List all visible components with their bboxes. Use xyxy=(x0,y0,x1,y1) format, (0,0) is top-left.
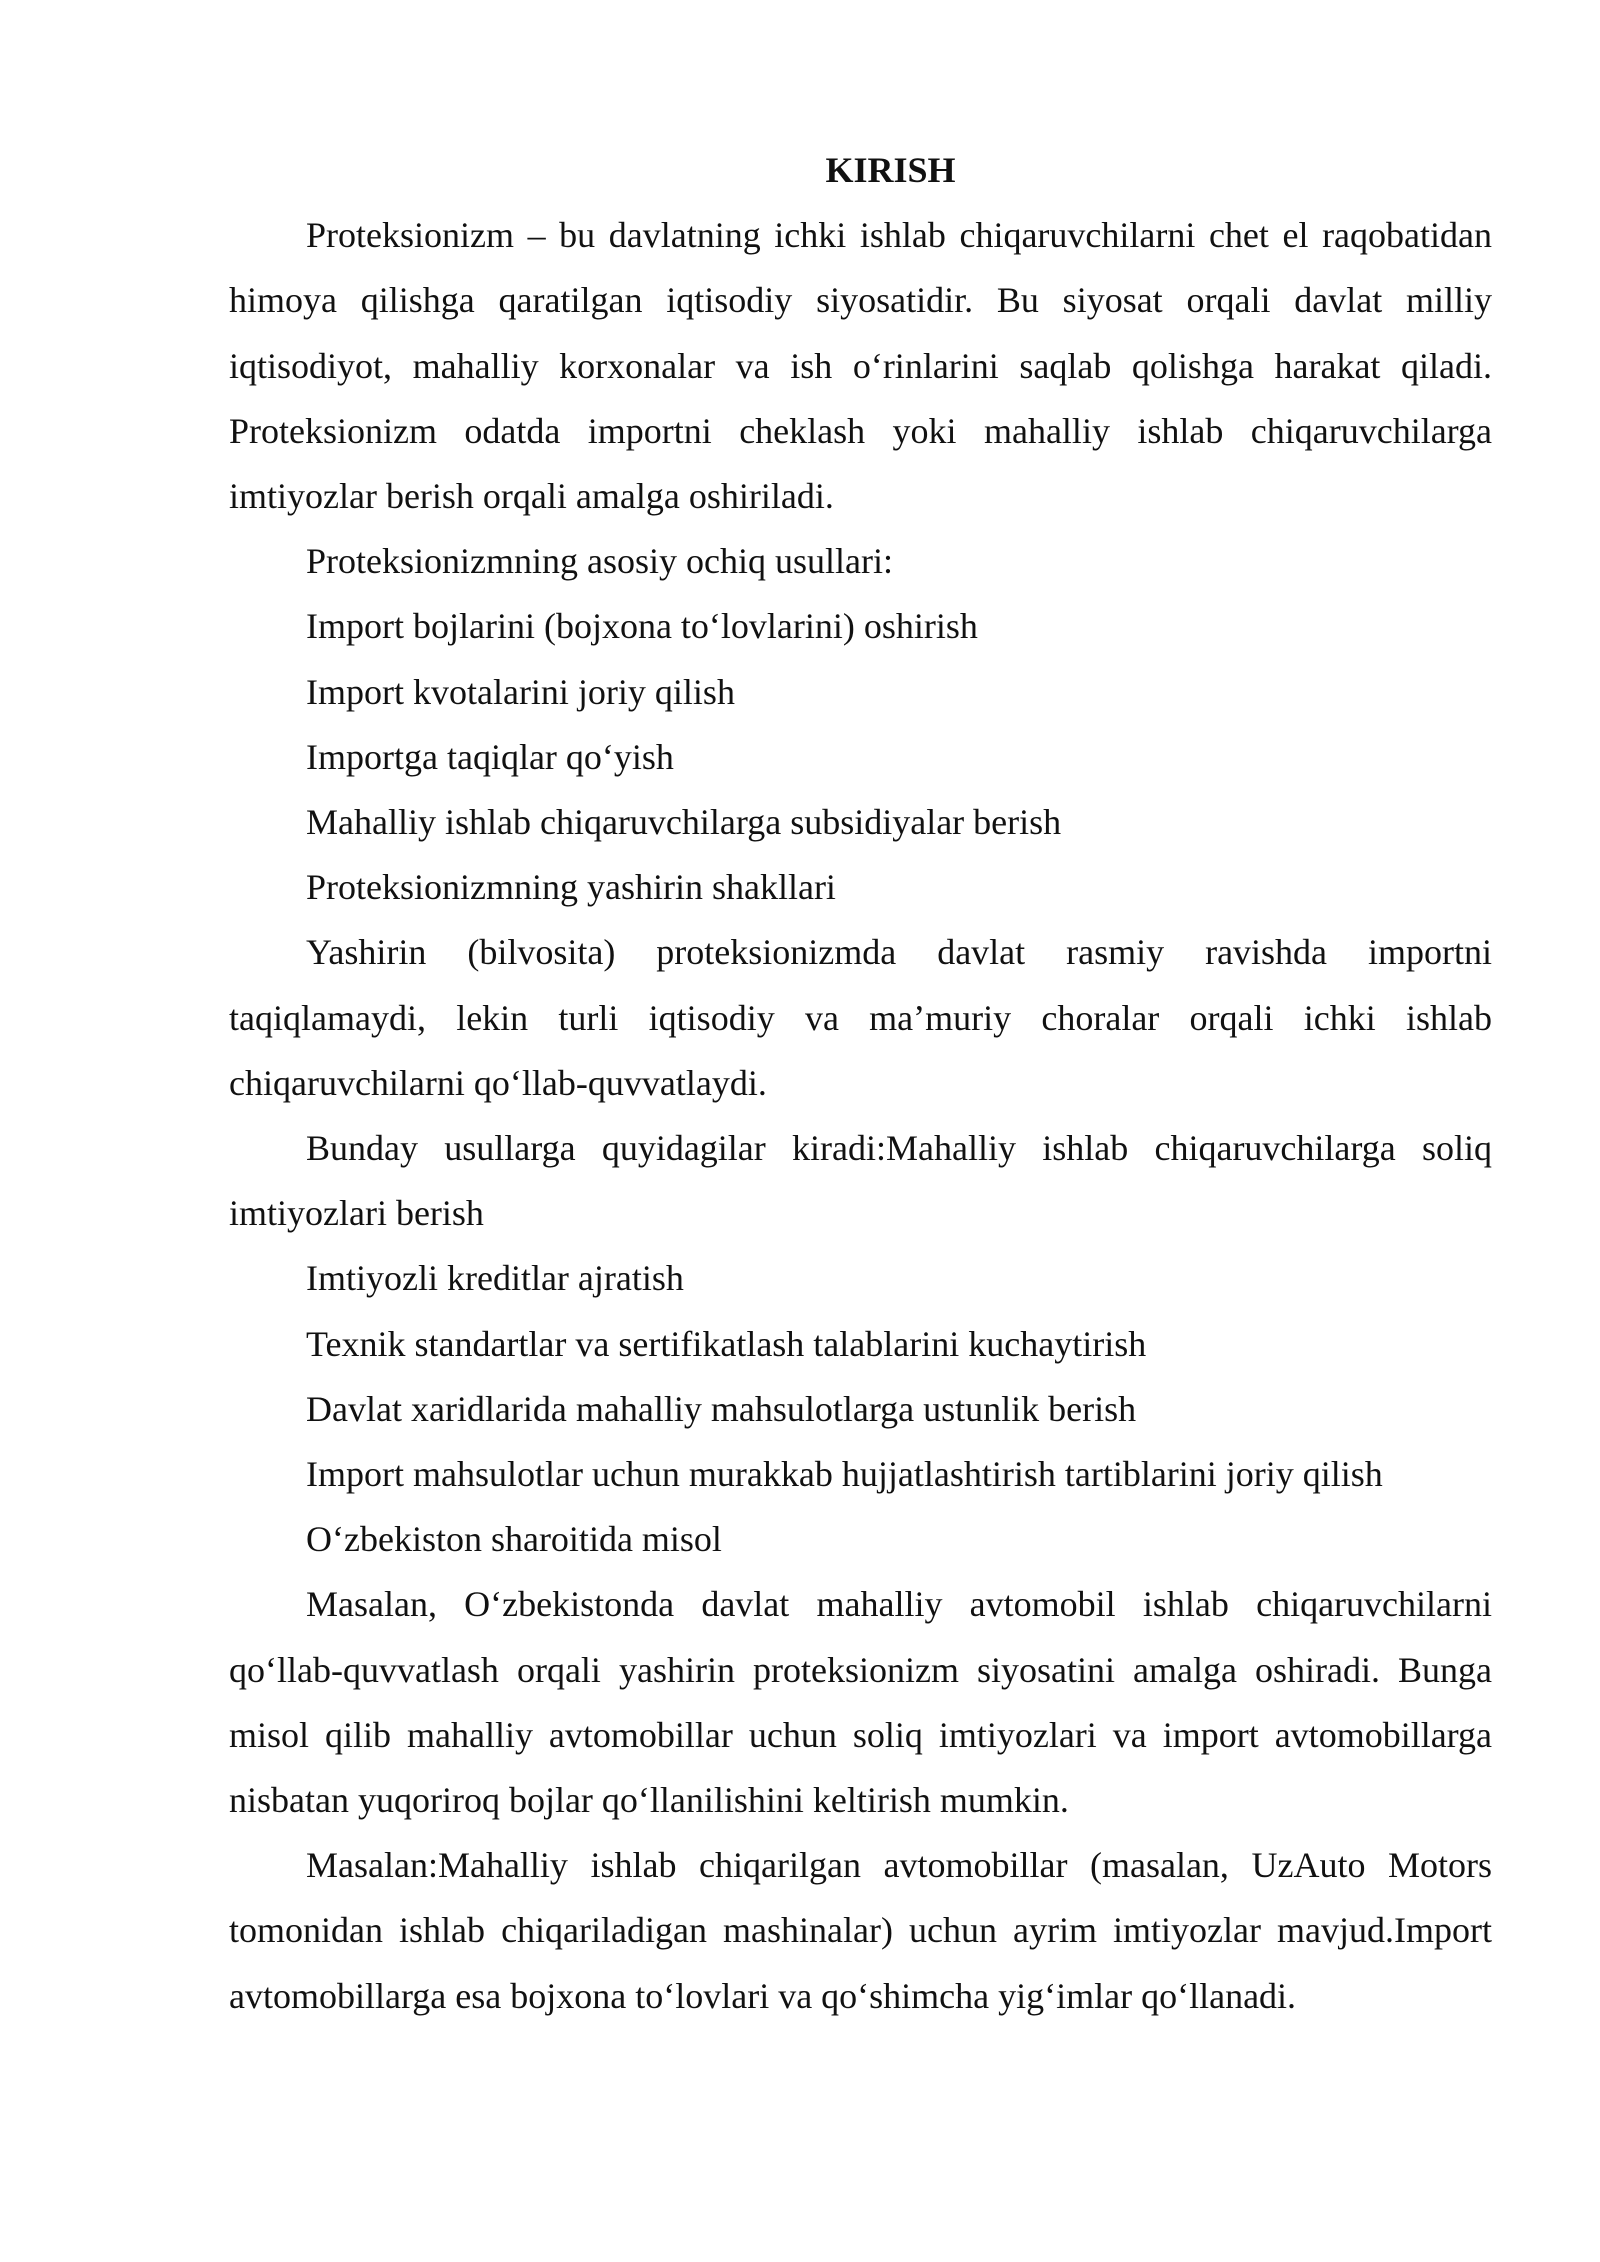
example-detail-paragraph: Masalan:Mahalliy ishlab chiqarilgan avtomobillar (masalan, UzAuto Motors tomonidan ishlab chiqariladigan mashinalar) uchun ayrim imtiyozlar mavjud.Import avtomobillarga esa bojxona toʻlovlari va qoʻshimcha yigʻimlar qoʻllanadi. xyxy=(229,1845,1492,2016)
hidden-forms-heading: Proteksionizmning yashirin shakllari xyxy=(306,867,836,908)
methods-intro-paragraph: Bunday usullarga quyidagilar kiradi:Mahalliy ishlab chiqaruvchilarga soliq imtiyozlari berish xyxy=(229,1128,1492,1234)
document-body xyxy=(229,138,1492,2029)
list-item: Davlat xaridlarida mahalliy mahsulotlarga ustunlik berish xyxy=(306,1388,1137,1429)
document-title: KIRISH xyxy=(825,150,956,190)
list-item: Import kvotalarini joriy qilish xyxy=(306,671,735,712)
list-item: Import mahsulotlar uchun murakkab hujjatlashtirish tartiblarini joriy qilish xyxy=(306,1454,1383,1495)
list-item: Importga taqiqlar qoʻyish xyxy=(306,736,674,777)
list-item: Texnik standartlar va sertifikatlash talablarini kuchaytirish xyxy=(306,1323,1147,1364)
list-item: Imtiyozli kreditlar ajratish xyxy=(306,1258,684,1299)
open-methods-heading: Proteksionizmning asosiy ochiq usullari: xyxy=(306,541,893,582)
list-item: Mahalliy ishlab chiqaruvchilarga subsidiyalar berish xyxy=(306,802,1062,843)
list-item: Import bojlarini (bojxona toʻlovlarini) oshirish xyxy=(306,606,978,647)
example-paragraph: Masalan, Oʻzbekistonda davlat mahalliy avtomobil ishlab chiqaruvchilarni qoʻllab-quvvatlash orqali yashirin proteksionizm siyosatini amalga oshiradi. Bunga misol qilib mahalliy avtomobillar uchun soliq imtiyozlari va import avtomobillarga nisbatan yuqoriroq bojlar qoʻllanilishini keltirish mumkin. xyxy=(229,1584,1492,1821)
intro-paragraph: Proteksionizm – bu davlatning ichki ishlab chiqaruvchilarni chet el raqobatidan himoya qilishga qaratilgan iqtisodiy siyosatidir. Bu siyosat orqali davlat milliy iqtisodiyot, mahalliy korxonalar va ish oʻrinlarini saqlab qolishga harakat qiladi. Proteksionizm odatda importni cheklash yoki mahalliy ishlab chiqaruvchilarga imtiyozlar berish orqali amalga oshiriladi. xyxy=(229,215,1492,517)
uzbekistan-example-heading: Oʻzbekiston sharoitida misol xyxy=(306,1519,722,1560)
hidden-protectionism-paragraph: Yashirin (bilvosita) proteksionizmda davlat rasmiy ravishda importni taqiqlamaydi, lekin turli iqtisodiy va maʼmuriy choralar orqali ichki ishlab chiqaruvchilarni qoʻllab-quvvatlaydi. xyxy=(229,932,1492,1103)
